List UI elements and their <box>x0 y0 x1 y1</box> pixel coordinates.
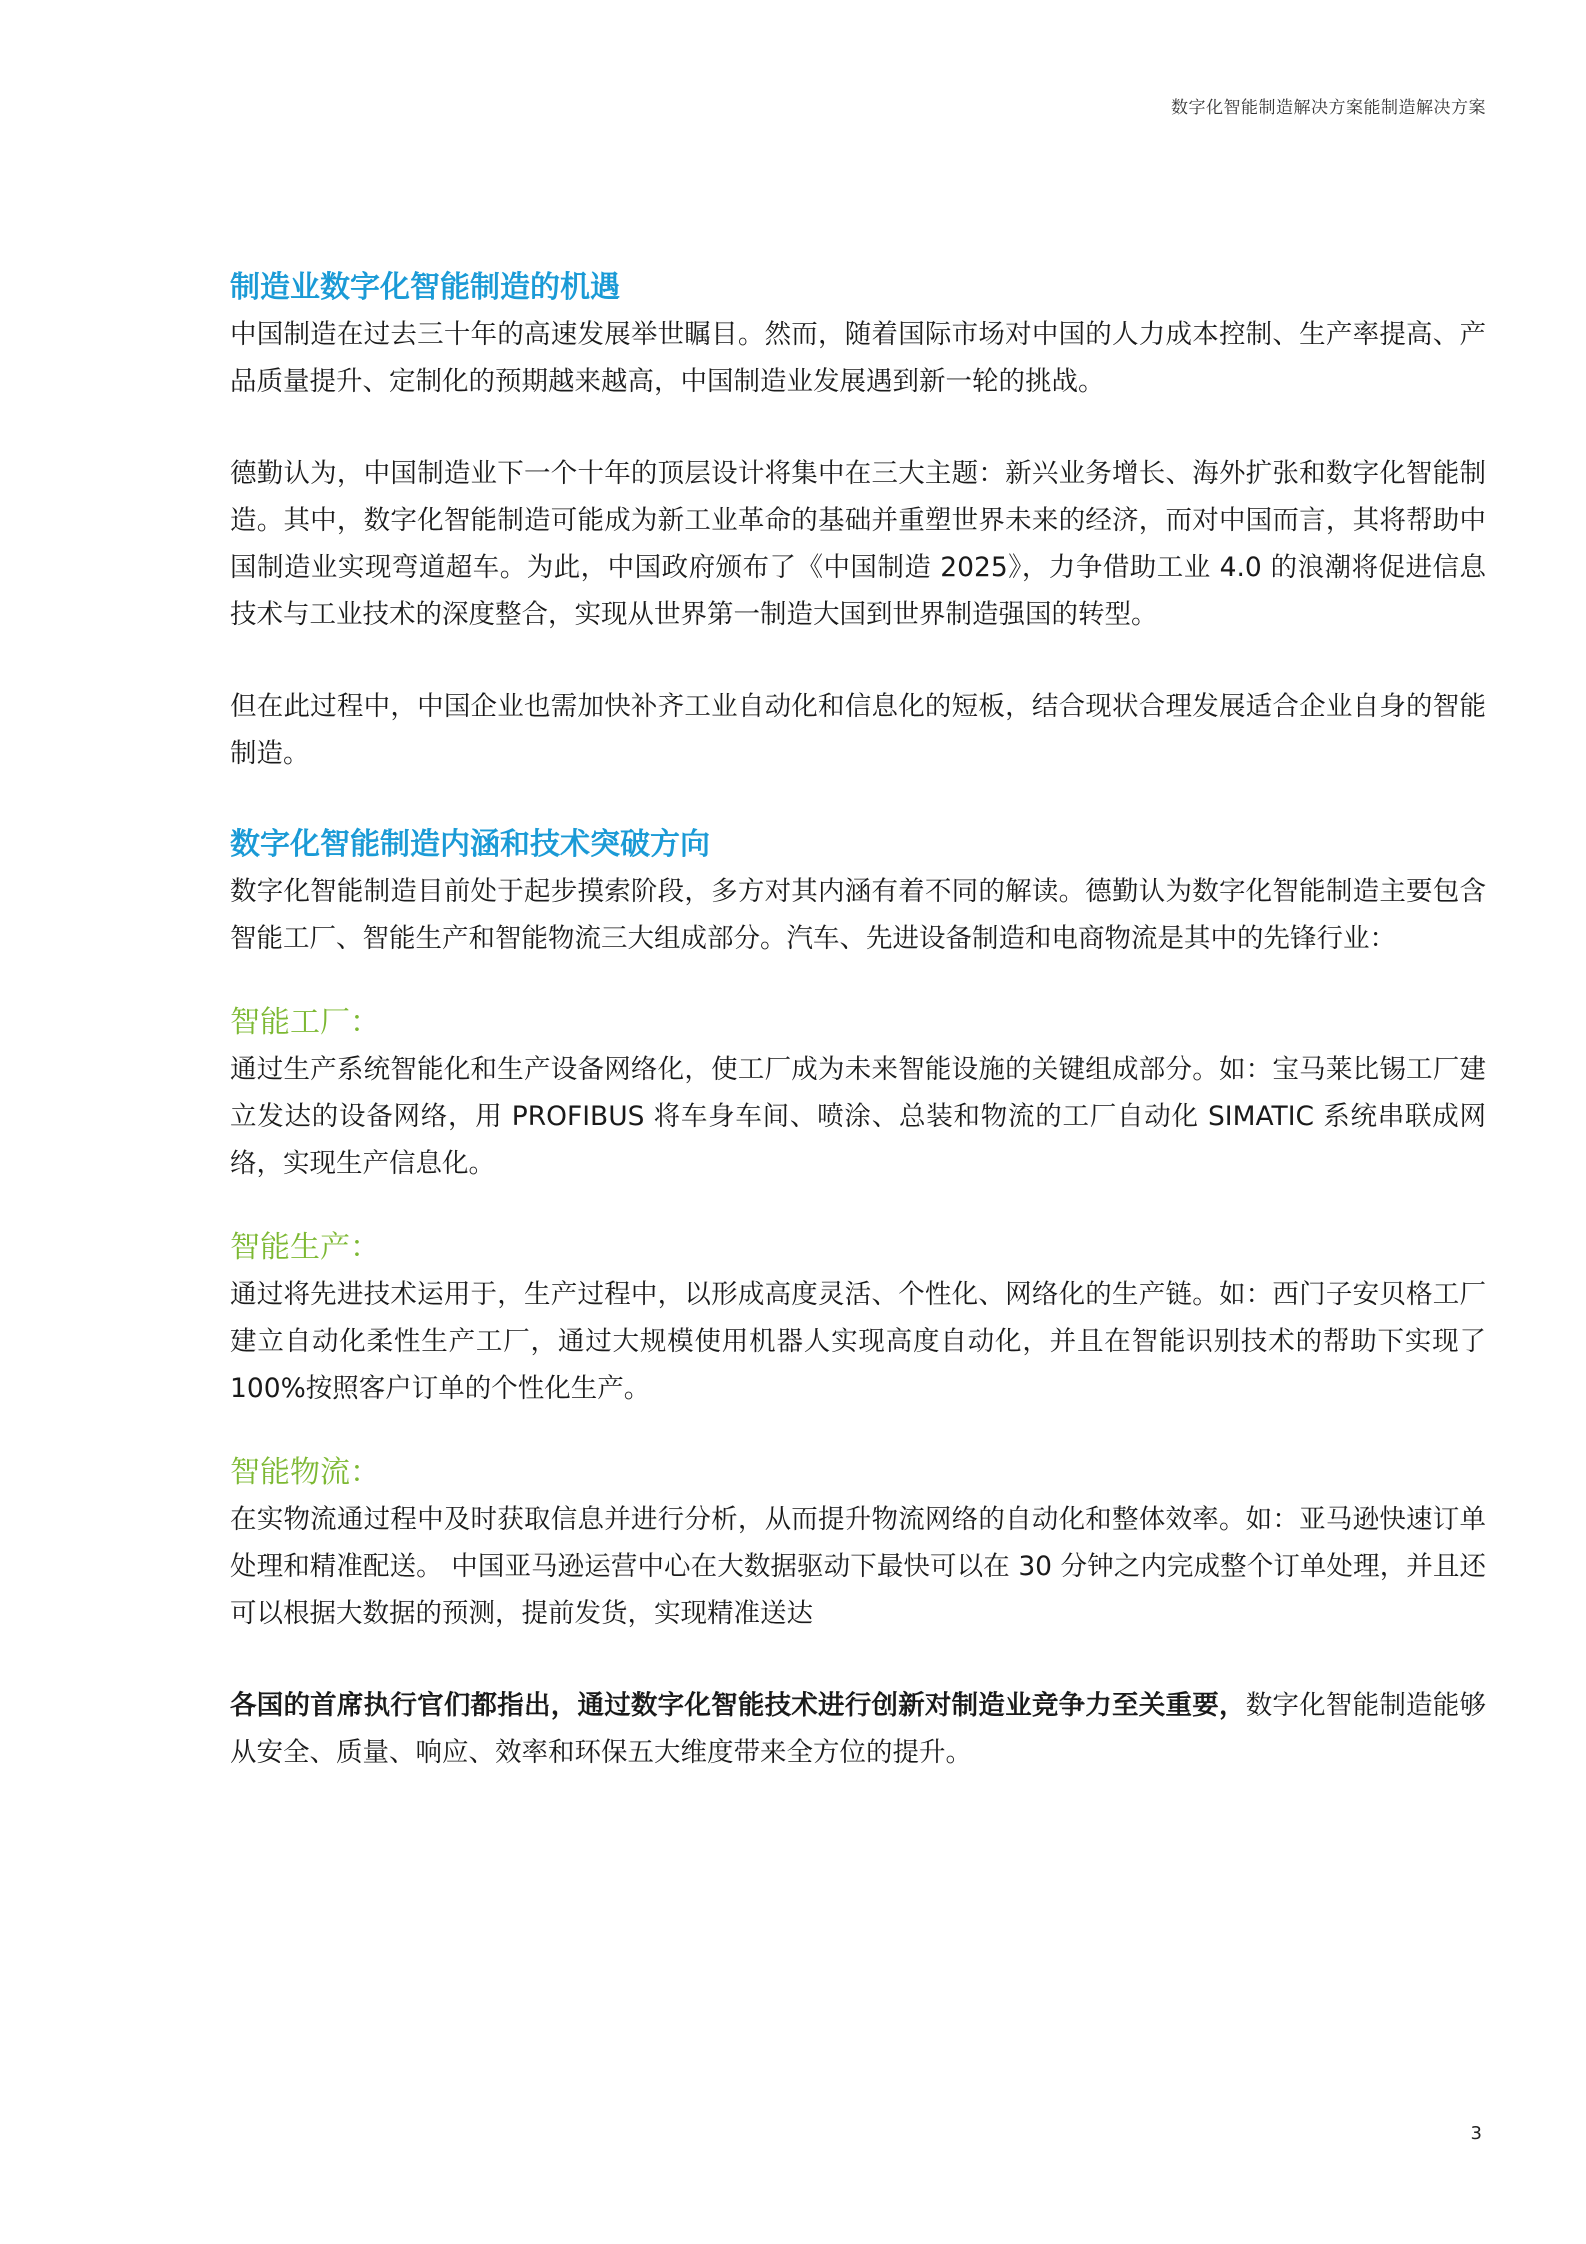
conclusion-rest: 数字化智能制造能够从安全、质量、响应、效率和环保五大维度带来全方位的提升。 <box>230 1690 1487 1768</box>
paragraph: 但在此过程中，中国企业也需加快补齐工业自动化和信息化的短板，结合现状合理发展适合企业自身的智能制造。 <box>230 691 1486 769</box>
paragraph: 中国制造在过去三十年的高速发展举世瞩目。然而，随着国际市场对中国的人力成本控制、生产率提高、产品质量提升、定制化的预期越来越高，中国制造业发展遇到新一轮的挑战。 <box>230 319 1486 397</box>
section-heading-opportunity: 制造业数字化智能制造的机遇 <box>230 270 620 305</box>
paragraph: 在实物流通过程中及时获取信息并进行分析，从而提升物流网络的自动化和整体效率。如：亚马逊快速订单处理和精准配送。 中国亚马逊运营中心在大数据驱动下最快可以在 30 分钟之内完成整个订单处理，并且还可以根据大数据的预测，提前发货，实现精准送达 <box>230 1504 1486 1629</box>
paragraph: 通过生产系统智能化和生产设备网络化，使工厂成为未来智能设施的关键组成部分。如：宝马莱比锡工厂建立发达的设备网络，用 PROFIBUS 将车身车间、喷涂、总装和物流的工厂自动化 SIMATIC 系统串联成网络，实现生产信息化。 <box>230 1054 1486 1179</box>
page-number: 3 <box>1470 2123 1482 2144</box>
section-heading-connotation: 数字化智能制造内涵和技术突破方向 <box>230 827 710 862</box>
paragraph: 通过将先进技术运用于，生产过程中，以形成高度灵活、个性化、网络化的生产链。如：西门子安贝格工厂建立自动化柔性生产工厂，通过大规模使用机器人实现高度自动化，并且在智能识别技术的帮助下实现了 100%按照客户订单的个性化生产。 <box>230 1279 1486 1404</box>
subheading-smart-factory: 智能工厂： <box>230 1005 380 1040</box>
paragraph: 数字化智能制造目前处于起步摸索阶段，多方对其内涵有着不同的解读。德勤认为数字化智能制造主要包含智能工厂、智能生产和智能物流三大组成部分。汽车、先进设备制造和电商物流是其中的先锋行业： <box>230 876 1486 954</box>
paragraph: 德勤认为，中国制造业下一个十年的顶层设计将集中在三大主题：新兴业务增长、海外扩张和数字化智能制造。其中，数字化智能制造可能成为新工业革命的基础并重塑世界未来的经济，而对中国而言，其将帮助中国制造业实现弯道超车。为此，中国政府颁布了《中国制造 2025》，力争借助工业 4.0 的浪潮将促进信息技术与工业技术的深度整合，实现从世界第一制造大国到世界制造强国的转型。 <box>230 458 1486 630</box>
page-content <box>230 265 1486 1776</box>
conclusion-bold-lead: 各国的首席执行官们都指出，通过数字化智能技术进行创新对制造业竞争力至关重要， <box>230 1690 1246 1721</box>
conclusion-paragraph <box>230 1682 1486 1776</box>
running-header: 数字化智能制造解决方案能制造解决方案 <box>1171 98 1486 118</box>
subheading-smart-logistics: 智能物流： <box>230 1455 380 1490</box>
subheading-smart-production: 智能生产： <box>230 1230 380 1265</box>
